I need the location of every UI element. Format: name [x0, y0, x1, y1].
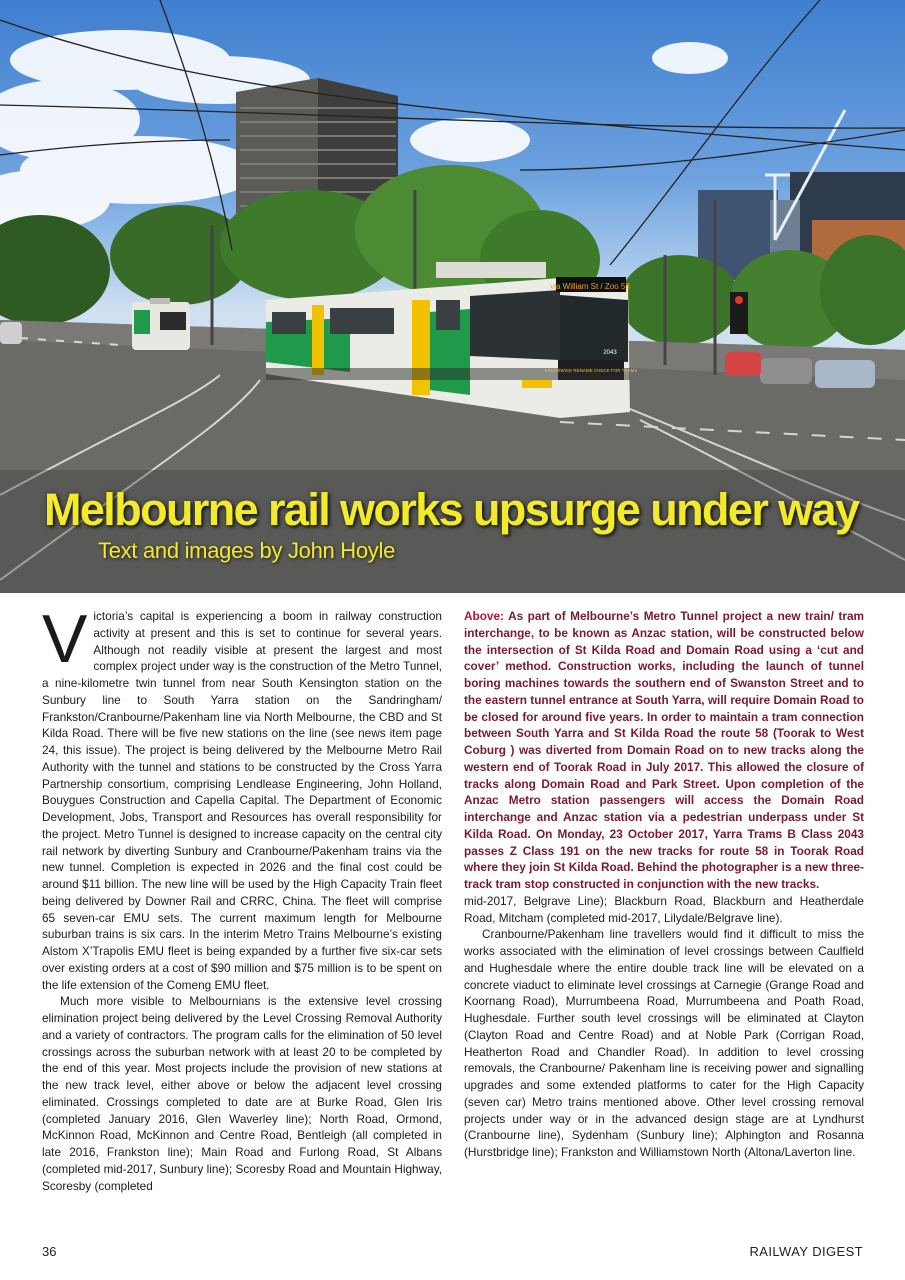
left-column	[42, 601, 442, 1194]
intro-paragraph-text: ictoria’s capital is experiencing a boom in railway construction activity at present and this is set to continue for several years. Although not readily visible at present the largest and most complex project under way is the construction of the Metro Tunnel, a nine-kilometre twin tunnel from near South Kensington station on the Sunbury line to South Yarra station on the Sandringham/ Frankston/Cranbourne/Pakenham line via North Melbourne, the CBD and St Kilda Road. There will be five new stations on the line (see news item page 24, this issue). The project is being delivered by the Melbourne Metro Rail Authority with the tunnel and stations to be constructed by the Cross Yarra Partnership consortium, comprising Lendlease Engineering, John Holland, Bouygues Construction and Capella Capital. The Department of Economic Development, Jobs, Transport and Resources has overall responsibility for the project. Metro Tunnel is designed to increase capacity on the central city rail network by diverting Sunbury and Cranbourne/Pakenham trains via the new tunnel. Completion is expected in 2026 and the final cost could be around $11 billion. The new line will be used by the High Capacity Train fleet being delivered by Downer Rail and CRRC, China. The fleet will comprise 65 seven-car EMU sets. The current maximum length for Melbourne suburban trains is six cars. In the interim Metro Trains Melbourne’s existing Alstom X’Trapolis EMU fleet is being expanded by a further five six-car sets over existing orders at a cost of $90 million and $75 million is to be spent on the life extension of the Comeng EMU fleet.	[42, 609, 442, 992]
intro-paragraph	[42, 601, 442, 993]
right-column	[464, 608, 864, 1161]
tram-destination-sign: via William St / Zoo 58	[550, 282, 630, 291]
body-paragraph: Much more visible to Melbournians is the extensive level crossing elimination project being delivered by the Level Crossing Removal Authority and a variety of contractors. The program calls for the elimination of 50 level crossings across the suburban network with at least 20 to be completed by the end of this year. Most projects include the provision of new stations at the new track level, either above or below the adjacent level crossing eliminated. Crossings completed to date are at Burke Road, Glen Iris (completed January 2016, Glen Waverley line); North Road, Ormond, McKinnon Road, McKinnon and Centre Road, Bentleigh (all completed in late 2016, Frankston line); Main Road and Furlong Road, St Albans (completed mid-2017, Sunbury line); Scoresby Road and Mountain Highway, Scoresby (completed	[42, 994, 442, 1193]
publication-name: RAILWAY DIGEST	[749, 1244, 863, 1259]
drop-cap: V	[42, 601, 88, 677]
page-number: 36	[42, 1244, 57, 1259]
tram-dash-board: BRUNSWICK RENAME CHECK FOR TRAMS	[544, 368, 638, 373]
article-title: Melbourne rail works upsurge under way	[44, 484, 859, 535]
distant-tram	[132, 298, 190, 350]
body-paragraph: mid-2017, Belgrave Line); Blackburn Road, Blackburn and Heatherdale Road, Mitcham (completed mid-2017, Lilydale/Belgrave line).	[464, 893, 864, 925]
tram-fleet-number: 2043	[603, 350, 617, 356]
photo-caption	[464, 608, 864, 893]
caption-lead: Above:	[464, 609, 504, 623]
caption-text: As part of Melbourne’s Metro Tunnel project a new train/ tram interchange, to be known as Anzac station, will be constructed below the intersection of St Kilda Road and Domain Road using a ‘cut and cover’ method. Construction works, including the launch of tunnel boring machines towards the southern end of Swanston Street and to the eastern tunnel entrance at South Yarra, will require Domain Road to be closed for around five years. In order to maintain a tram connection between South Yarra and St Kilda Road the route 58 (Toorak to West Coburg ) was diverted from Domain Road on to new tracks along the western end of Toorak Road in July 2017. This allowed the closure of tracks along Domain Road and Park Street. Upon completion of the Anzac Metro station passengers will access the Domain Road interchange and Anzac station via a pedestrian underpass under St Kilda Road. On Monday, 23 October 2017, Yarra Trams B Class 2043 passes Z Class 191 on the new tracks for route 58 in Toorak Road where they join St Kilda Road. Behind the photographer is a new three-track tram stop constructed in conjunction with the new tracks.	[464, 609, 864, 891]
body-paragraph: Cranbourne/Pakenham line travellers would find it difficult to miss the works associated with the elimination of level crossings between Caulfield and Hughesdale where the entire double track line will be elevated on a concrete viaduct to eliminate level crossings at Carnegie (Grange Road and Koornang Road), Murrumbeena Road, Murrumbeena and Poath Road, Hughesdale. Further south level crossings will be eliminated at Clayton (Clayton Road and Centre Road) and at Noble Park (Corrigan Road, Heatherton Road and Chandler Road). In addition to level crossing removals, the Cranbourne/ Pakenham line is receiving power and signalling upgrades and some extended platforms to cater for the High Capacity (seven car) Metro trains mentioned above. Other level crossing removal projects under way or in the advanced design stage are at Lyndhurst (Cranbourne line), Sydenham (Sunbury line); Alphington and Rosanna (Hurstbridge line); Frankston and Williamstown North (Altona/Laverton line.	[464, 927, 864, 1159]
hero-photo	[0, 0, 905, 593]
article-byline: Text and images by John Hoyle	[98, 538, 396, 563]
